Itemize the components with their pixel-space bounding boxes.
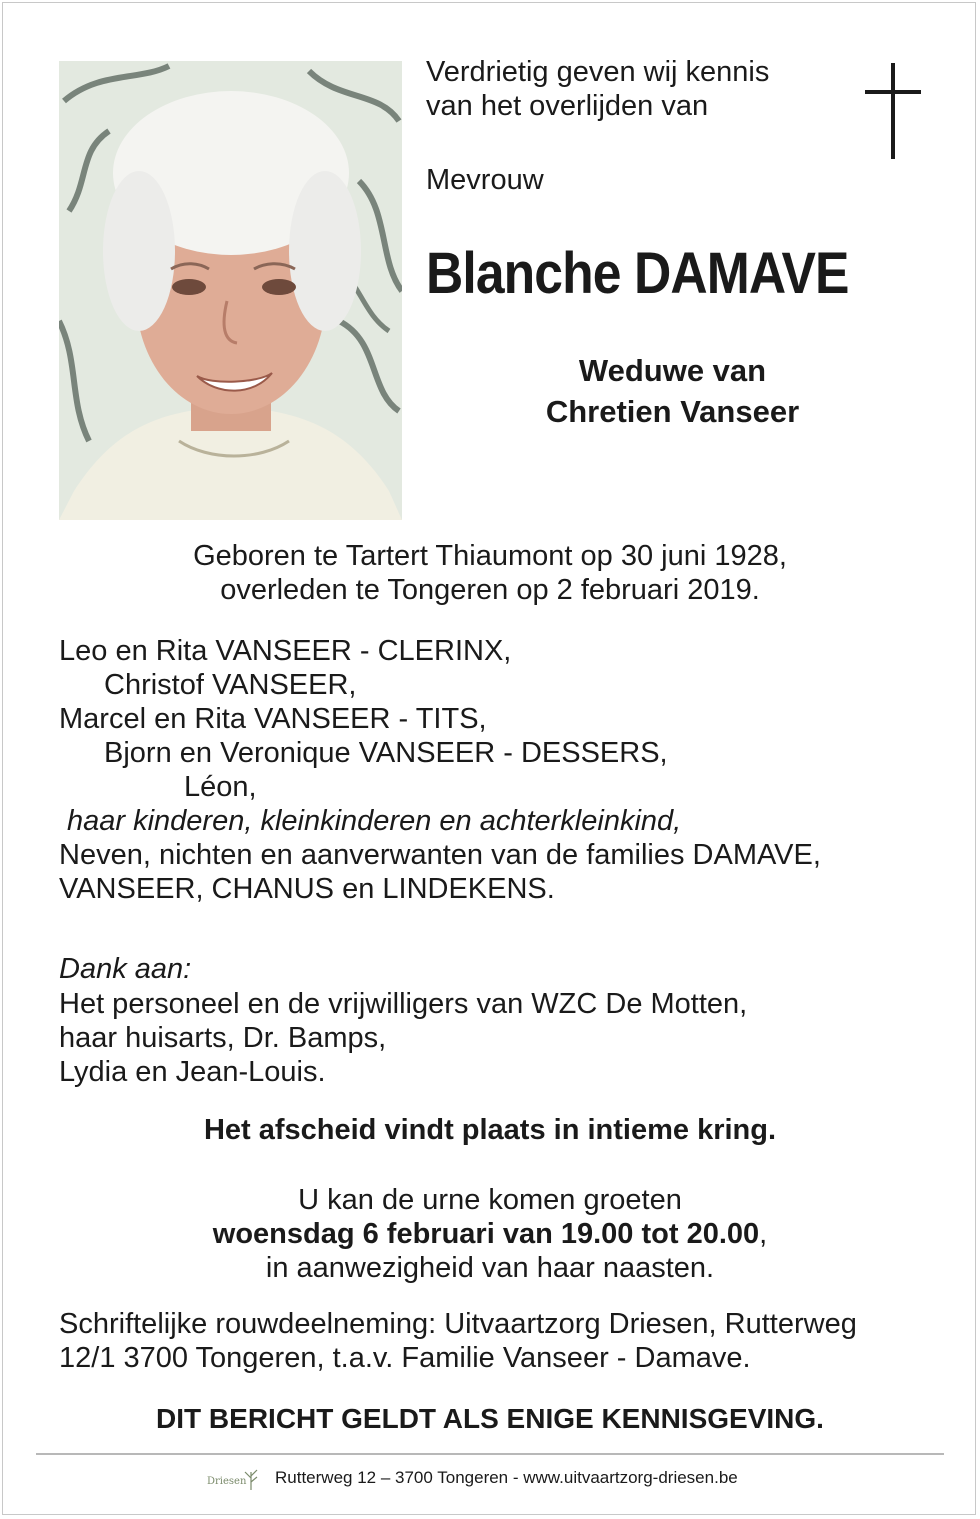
written-condolences (59, 1307, 857, 1375)
urn-visit (0, 1183, 980, 1285)
cross-icon (865, 63, 921, 159)
family-extended: VANSEER, CHANUS en LINDEKENS. (59, 873, 555, 905)
urn-datetime-line (0, 1217, 980, 1251)
family-extended: Neven, nichten en aanverwanten van de families DAMAVE, (59, 839, 821, 871)
portrait-photo (59, 61, 402, 520)
funeral-home-logo (207, 1464, 263, 1494)
urn-datetime: woensdag 6 februari van 19.00 tot 20.00 (212, 1218, 760, 1250)
birth-death-dates (0, 539, 980, 607)
family-relation: haar kinderen, kleinkinderen en achterkleinkind, (67, 805, 682, 837)
family-member: Léon, (184, 771, 257, 803)
family-member: Bjorn en Veronique VANSEER - DESSERS, (104, 737, 668, 769)
official-notice: DIT BERICHT GELDT ALS ENIGE KENNISGEVING. (156, 1403, 824, 1434)
urn-line: in aanwezigheid van haar naasten. (265, 1252, 715, 1284)
farewell-notice: Het afscheid vindt plaats in intieme kring. (203, 1114, 777, 1146)
thanks-item: Lydia en Jean-Louis. (59, 1056, 326, 1088)
widow-of (500, 350, 845, 432)
footer-address: Rutterweg 12 – 3700 Tongeren - www.uitvaartzorg-driesen.be (275, 1468, 738, 1487)
widow-line: Weduwe van (578, 353, 767, 388)
death-line: overleden te Tongeren op 2 februari 2019. (220, 574, 760, 606)
thanks-list (59, 987, 747, 1089)
thanks-item: haar huisarts, Dr. Bamps, (59, 1022, 387, 1054)
thanks-heading: Dank aan: (59, 953, 192, 985)
urn-comma: , (759, 1218, 768, 1250)
family-member: Christof VANSEER, (104, 669, 357, 701)
logo-text: Driesen (207, 1476, 247, 1487)
spouse-name: Chretien Vanseer (545, 394, 800, 429)
footer-divider (36, 1453, 944, 1455)
urn-line: U kan de urne komen groeten (298, 1184, 682, 1216)
intro-text (426, 55, 769, 123)
deceased-name: Blanche DAMAVE (426, 241, 849, 306)
family-list (59, 634, 821, 906)
intro-line: Verdrietig geven wij kennis (426, 56, 770, 88)
condolence-line: Schriftelijke rouwdeelneming: Uitvaartzorg Driesen, Rutterweg (59, 1308, 857, 1340)
family-member: Marcel en Rita VANSEER - TITS, (59, 703, 487, 735)
intro-line: van het overlijden van (426, 90, 709, 122)
honorific: Mevrouw (426, 164, 544, 196)
condolence-line: 12/1 3700 Tongeren, t.a.v. Familie Vanseer - Damave. (59, 1342, 751, 1374)
birth-line: Geboren te Tartert Thiaumont op 30 juni 1928, (193, 540, 787, 572)
thanks-item: Het personeel en de vrijwilligers van WZC De Motten, (59, 988, 748, 1020)
family-member: Leo en Rita VANSEER - CLERINX, (59, 635, 512, 667)
